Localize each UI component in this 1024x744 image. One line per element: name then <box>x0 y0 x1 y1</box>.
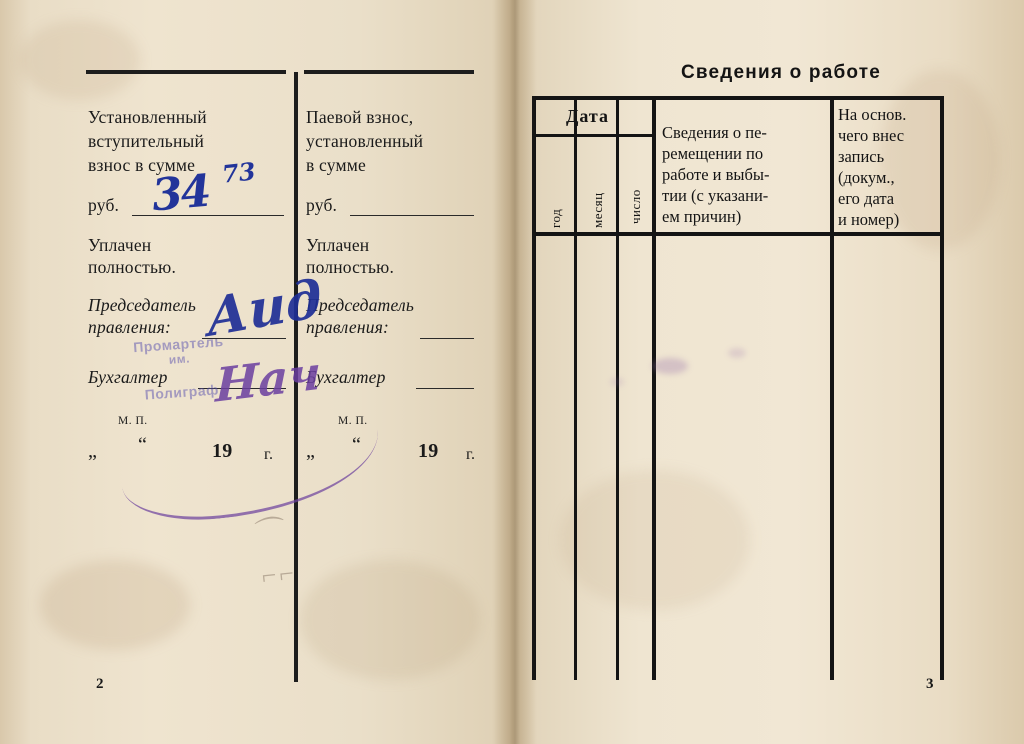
left-col-date-quote-open: „ <box>88 440 98 462</box>
left-col-heading-2: вступительный <box>88 131 205 151</box>
left-col-amount-line <box>132 215 284 216</box>
table-subcol-god: год <box>548 208 563 228</box>
right-col-accountant-line <box>416 388 474 389</box>
right-col-seal-label: М. П. <box>338 415 368 427</box>
right-page-number: 3 <box>926 676 934 692</box>
stamp-line-2: им. <box>168 351 191 367</box>
ink-smudge <box>652 358 688 374</box>
left-col-date-quote-close: “ <box>138 434 148 456</box>
left-page-number: 2 <box>96 676 104 692</box>
ink-smudge <box>728 348 746 358</box>
table-col-basis-line-4: (докум., <box>838 168 895 187</box>
left-col-accountant-line <box>198 388 286 389</box>
table-subcol-chislo: число <box>628 189 643 224</box>
left-col-chairman-1: Председатель <box>88 295 197 315</box>
faint-mark-1: ⌒ <box>248 515 283 552</box>
left-col-chairman-2: правления: <box>88 317 172 337</box>
table-subcol-mesyats: месяц <box>590 192 605 228</box>
table-col-main-line-4: тии (с указани- <box>662 186 769 205</box>
handwritten-amount: 34 <box>149 165 212 222</box>
right-col-currency-label: руб. <box>306 195 338 215</box>
left-col-heading-3: взнос в сумме <box>88 155 196 175</box>
table-group-header-date: Дата <box>566 106 609 126</box>
left-col-year-prefix: 19 <box>212 440 233 462</box>
stamp-line-1: Промартель <box>132 332 225 356</box>
right-col-chairman-2: правления: <box>306 317 390 337</box>
table-header-bottom-border <box>532 232 944 236</box>
table-col-basis-line-6: и номер) <box>838 210 900 229</box>
right-col-heading-1: Паевой взнос, <box>306 107 414 127</box>
left-col-heading-1: Установленный <box>88 107 207 127</box>
right-col-paid-2: полностью. <box>306 257 395 277</box>
table-left-border <box>532 96 536 680</box>
table-top-border <box>532 96 944 100</box>
right-col-date-quote-open: „ <box>306 440 316 462</box>
center-divider <box>294 72 298 682</box>
right-col-heading-2: установленный <box>306 131 424 151</box>
right-col-year-prefix: 19 <box>418 440 439 462</box>
right-col-heading-3: в сумме <box>306 155 367 175</box>
top-rule-left <box>86 70 286 74</box>
table-col-basis-line-1: На основ. <box>838 105 907 124</box>
table-date-group-underline <box>536 134 652 137</box>
right-col-date-quote-close: “ <box>352 434 362 456</box>
table-col-main-line-2: ремещении по <box>662 144 764 163</box>
table-col-basis-line-3: запись <box>838 147 885 166</box>
stamp-line-3: Полиграф <box>144 381 220 403</box>
handwritten-amount-fraction: 73 <box>220 156 257 189</box>
right-col-accountant-label: Бухгалтер <box>306 367 386 387</box>
left-col-chairman-line <box>202 338 286 339</box>
table-col-main-line-5: ем причин) <box>662 207 742 226</box>
right-page-content <box>512 0 1024 744</box>
left-col-accountant-label: Бухгалтер <box>88 367 168 387</box>
handwritten-signature-chairman: Аид <box>204 267 324 350</box>
right-col-paid-1: Уплачен <box>306 235 370 255</box>
table-col-sep-main <box>830 96 834 680</box>
faint-mark-2: ⌐⌐ <box>258 558 297 591</box>
left-col-year-suffix: г. <box>264 446 274 463</box>
table-col-sep-mesyats <box>616 100 619 680</box>
left-col-currency-label: руб. <box>88 195 120 215</box>
right-col-chairman-1: Председатель <box>306 295 415 315</box>
table-col-basis-line-5: его дата <box>838 189 895 208</box>
work-info-title: Сведения о работе <box>680 62 882 83</box>
right-col-year-suffix: г. <box>466 446 476 463</box>
top-rule-right <box>304 70 474 74</box>
left-col-paid-2: полностью. <box>88 257 177 277</box>
table-col-sep-god <box>574 100 577 680</box>
left-col-paid-1: Уплачен <box>88 235 152 255</box>
round-stamp <box>108 331 256 460</box>
table-right-border <box>940 96 944 680</box>
table-col-main-line-1: Сведения о пе- <box>662 123 767 142</box>
right-col-chairman-line <box>420 338 474 339</box>
handwritten-signature-accountant: Нач <box>214 345 322 413</box>
table-col-main-line-3: работе и выбы- <box>662 165 770 184</box>
table-col-sep-chislo <box>652 96 656 680</box>
left-col-seal-label: М. П. <box>118 415 148 427</box>
table-col-basis-line-2: чего внес <box>838 126 905 145</box>
right-col-amount-line <box>350 215 474 216</box>
